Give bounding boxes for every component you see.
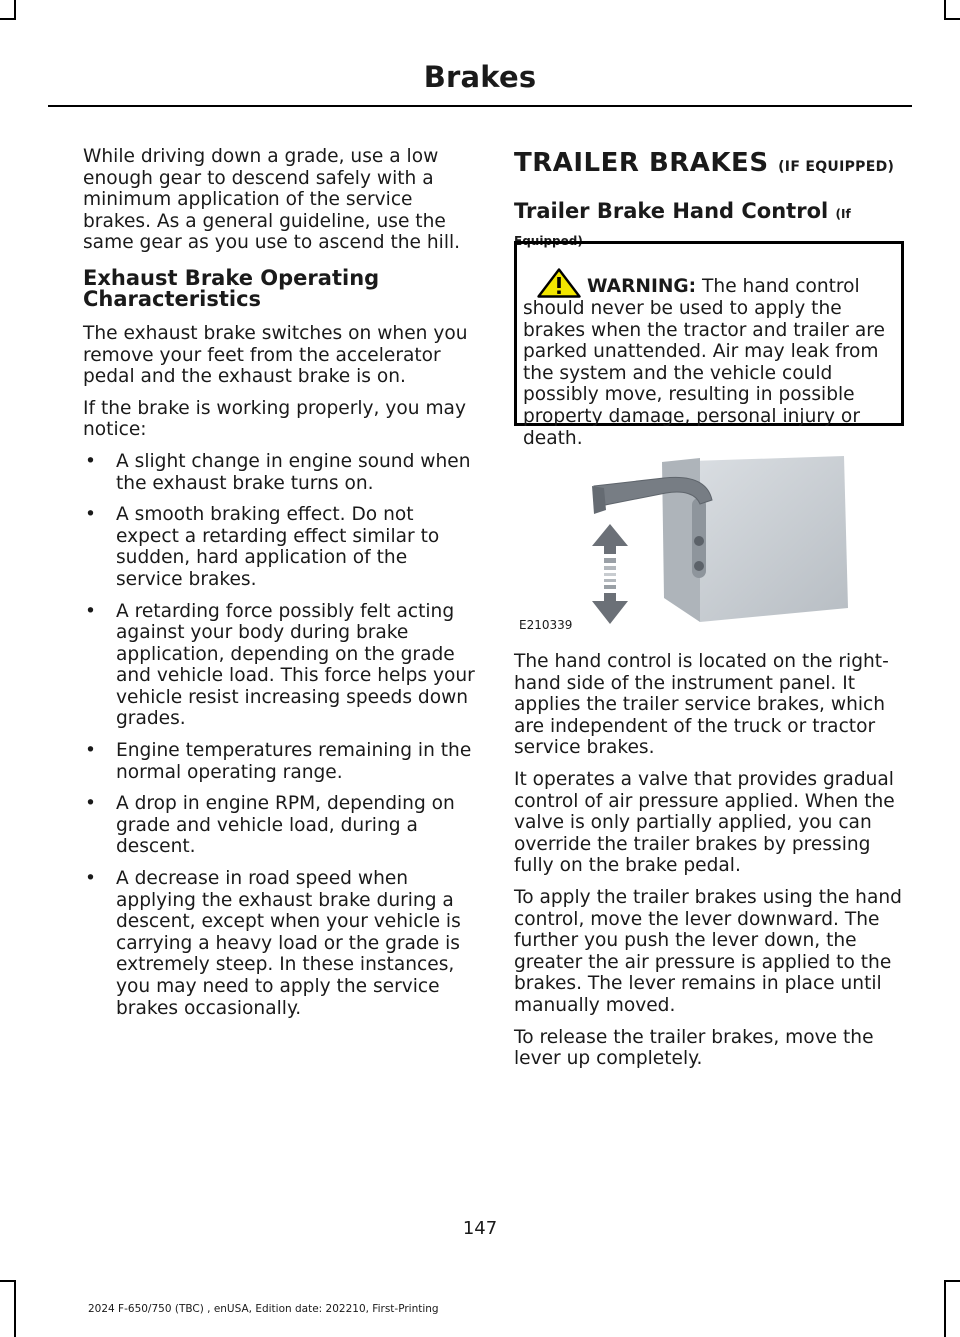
figure-code: E210339 (519, 618, 573, 632)
warning-text: The hand control should never be used to apply the brakes when the tractor and trailer are parked unattended. Air may leak from the system and the vehicle could possibly move, resulting in possible property damage, personal injury or death. (523, 276, 885, 449)
warning-triangle-icon (537, 268, 581, 298)
notice-list (83, 451, 476, 1019)
list-item-text: A slight change in engine sound when the exhaust brake turns on. (116, 450, 471, 494)
release-paragraph: To release the trailer brakes, move the lever up completely. (514, 1026, 874, 1070)
crop-mark (944, 18, 960, 20)
list-item (83, 740, 476, 783)
valve-paragraph: It operates a valve that provides gradual control of air pressure applied. When the valve is only partially applied, you can override the trailer brakes by pressing fully on the brake pedal. (514, 768, 895, 877)
crop-mark (944, 1280, 946, 1337)
crop-mark (944, 0, 946, 20)
list-item-text: A smooth braking effect. Do not expect a retarding effect similar to sudden, hard application of the service brakes. (116, 504, 440, 590)
page-number: 147 (462, 1218, 498, 1239)
right-column-body (514, 651, 907, 1080)
bullet: • (85, 740, 96, 762)
warning-label: WARNING: (587, 276, 697, 297)
hand-control-illustration (514, 448, 904, 638)
list-item (83, 504, 476, 590)
apply-paragraph: To apply the trailer brakes using the hand control, move the lever downward. The further you push the lever down, the greater the air pressure is applied to the brakes. The lever remains in place until manually moved. (514, 886, 902, 1016)
if-equipped-label: (IF EQUIPPED) (778, 159, 895, 175)
left-column (83, 146, 476, 1029)
page-title: Brakes (423, 60, 537, 94)
bullet: • (85, 450, 96, 472)
right-column (514, 146, 907, 253)
list-item (83, 601, 476, 731)
list-item-text: A decrease in road speed when applying the exhaust brake during a descent, except when your vehicle is carrying a heavy load or the grade is extremely steep. In these instances, you may need to apply the service brakes occasionally. (116, 868, 461, 1019)
crop-mark (0, 18, 16, 20)
hand-control-lever-icon (514, 448, 904, 638)
list-item (83, 868, 476, 1019)
crop-mark (14, 1280, 16, 1337)
bullet: • (85, 600, 96, 622)
footer-edition-info: 2024 F-650/750 (TBC) , enUSA, Edition date: 202210, First-Printing (88, 1303, 439, 1315)
exhaust-brake-heading: Exhaust Brake Operating Characteristics (83, 265, 380, 311)
list-item-text: A retarding force possibly felt acting against your body during brake application, depending on the grade and vehicle load. This force helps your vehicle resist increasing speeds down grades. (116, 600, 475, 730)
list-item-text: A drop in engine RPM, depending on grade and vehicle load, during a descent. (116, 793, 455, 858)
list-item (83, 451, 476, 494)
warning-box (514, 241, 904, 449)
notice-paragraph: If the brake is working properly, you may notice: (83, 397, 466, 441)
crop-mark (14, 0, 16, 20)
header-divider (48, 105, 912, 107)
if-equipped-label: (If Equipped) (514, 207, 851, 248)
trailer-brakes-heading-text: TRAILER BRAKES (514, 148, 769, 178)
crop-mark (0, 1280, 16, 1282)
trailer-brakes-heading (514, 148, 907, 182)
hand-control-heading-text: Trailer Brake Hand Control (514, 199, 829, 223)
bullet: • (85, 504, 96, 526)
list-item (83, 793, 476, 858)
crop-mark (944, 1280, 960, 1282)
exhaust-brake-paragraph: The exhaust brake switches on when you remove your feet from the accelerator pedal and the exhaust brake is on. (83, 322, 468, 388)
intro-paragraph: While driving down a grade, use a low enough gear to descend safely with a minimum application of the service brakes. As a general guideline, use the same gear as you use to ascend the hill. (83, 146, 461, 254)
bullet: • (85, 793, 96, 815)
location-paragraph: The hand control is located on the right-hand side of the instrument panel. It applies the trailer service brakes, which are independent of the truck or tractor service brakes. (514, 651, 889, 759)
bullet: • (85, 868, 96, 890)
list-item-text: Engine temperatures remaining in the normal operating range. (116, 740, 472, 783)
